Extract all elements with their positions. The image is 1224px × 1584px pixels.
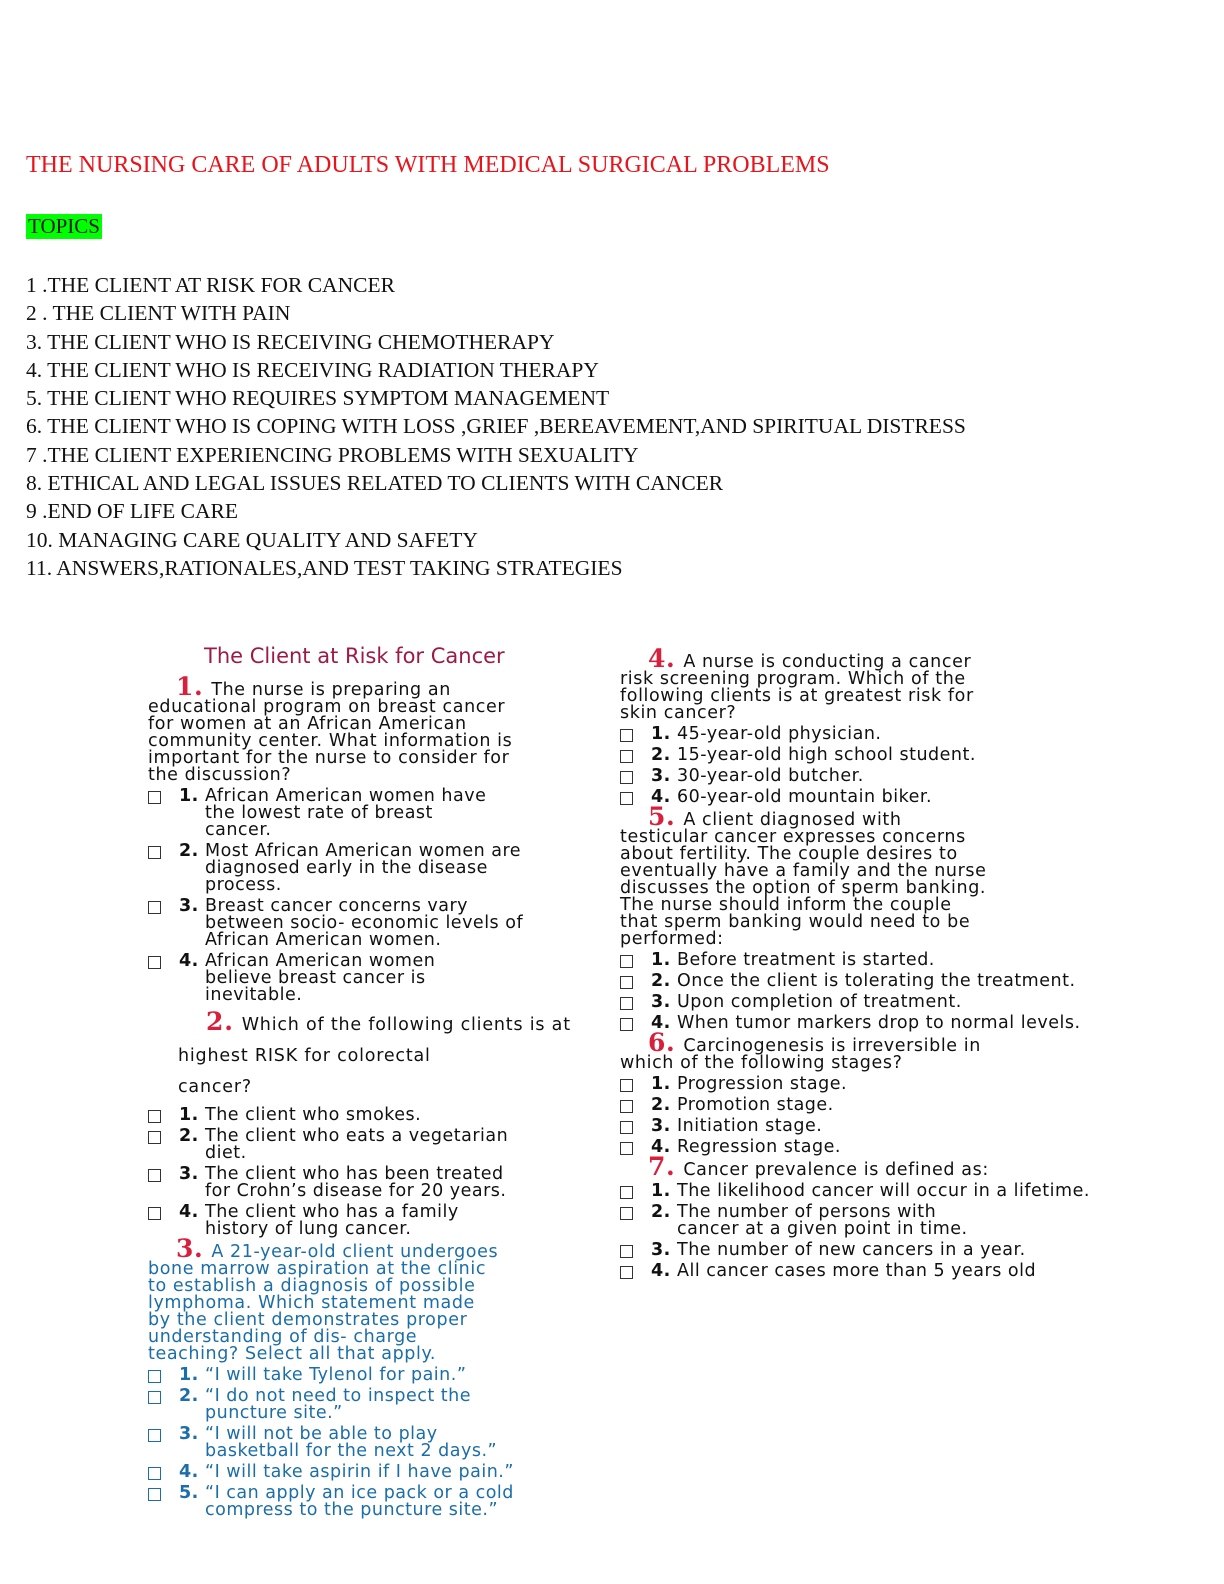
answer-option[interactable] — [148, 898, 598, 949]
option-number: 3. — [179, 1424, 199, 1444]
stem-first-line — [648, 802, 902, 831]
option-line: cancer. — [205, 820, 272, 840]
answer-option[interactable] — [148, 1367, 598, 1384]
option-text — [205, 1166, 598, 1200]
stem-line: the discussion? — [148, 765, 292, 785]
stem-text: Cancer prevalence is defined as: — [683, 1160, 989, 1180]
option-number: 1. — [651, 1074, 671, 1094]
option-line: 60-year-old mountain biker. — [677, 787, 933, 807]
checkbox-icon[interactable] — [148, 1370, 161, 1383]
stem-first-line — [648, 644, 972, 673]
stem-line: highest RISK for colorectal — [178, 1046, 431, 1066]
stem-line: to establish a diagnosis of possible — [148, 1276, 476, 1296]
stem-line: which of the following stages? — [620, 1053, 903, 1073]
option-line: The number of persons with — [677, 1202, 937, 1222]
topic-item: 3. THE CLIENT WHO IS RECEIVING CHEMOTHERAPY — [26, 329, 555, 354]
topic-item: 5. THE CLIENT WHO REQUIRES SYMPTOM MANAGEMENT — [26, 386, 610, 411]
answer-option[interactable] — [148, 788, 598, 839]
topic-item: 8. ETHICAL AND LEGAL ISSUES RELATED TO CLIENTS WITH CANCER — [26, 471, 724, 496]
stem-line: cancer? — [178, 1077, 252, 1097]
question — [148, 1234, 598, 1520]
checkbox-icon[interactable] — [148, 1488, 161, 1501]
topic-item: 9 .END OF LIFE CARE — [26, 499, 239, 524]
option-text — [205, 1204, 598, 1238]
stem-text: Which of the following clients is at — [241, 1015, 571, 1035]
stem-line: teaching? Select all that apply. — [148, 1344, 437, 1364]
answer-option[interactable] — [148, 1464, 598, 1481]
stem-first-line — [176, 672, 451, 701]
checkbox-icon[interactable] — [148, 791, 161, 804]
option-text — [205, 1107, 598, 1124]
option-number: 2. — [179, 1386, 199, 1406]
option-text — [677, 1263, 1200, 1280]
stem-line: by the client demonstrates proper — [148, 1310, 468, 1330]
topic-item: 6. THE CLIENT WHO IS COPING WITH LOSS ,GRIEF ,BEREAVEMENT,AND SPIRITUAL DISTRESS — [26, 414, 966, 439]
option-text — [677, 768, 1200, 785]
stem-line — [620, 644, 1200, 673]
option-number: 3. — [651, 1240, 671, 1260]
question-number: 2. — [206, 1007, 234, 1036]
option-text — [205, 898, 598, 949]
option-line: Breast cancer concerns vary — [205, 896, 469, 916]
option-line: inevitable. — [205, 985, 303, 1005]
option-number: 4. — [179, 1462, 199, 1482]
answer-option[interactable] — [148, 843, 598, 894]
option-text — [677, 1015, 1200, 1032]
topic-item: 2 . THE CLIENT WITH PAIN — [26, 301, 291, 326]
option-line: 45-year-old physician. — [677, 724, 882, 744]
option-line: Upon completion of treatment. — [677, 992, 962, 1012]
option-line: The client who eats a vegetarian — [205, 1126, 509, 1146]
answer-option[interactable] — [620, 768, 1200, 785]
option-number: 2. — [651, 745, 671, 765]
option-line: Once the client is tolerating the treatment. — [677, 971, 1076, 991]
option-text — [205, 1464, 598, 1481]
checkbox-icon[interactable] — [148, 901, 161, 914]
checkbox-icon[interactable] — [620, 1245, 633, 1258]
checkbox-icon[interactable] — [620, 1142, 633, 1155]
option-line: 30-year-old butcher. — [677, 766, 864, 786]
option-number: 2. — [651, 1202, 671, 1222]
option-line: between socio- economic levels of — [205, 913, 524, 933]
option-line: When tumor markers drop to normal levels. — [677, 1013, 1081, 1033]
option-text — [677, 1076, 1200, 1093]
stem-text: A client diagnosed with — [683, 810, 902, 830]
option-line: Initiation stage. — [677, 1116, 823, 1136]
topic-item: 11. ANSWERS,RATIONALES,AND TEST TAKING STRATEGIES — [26, 555, 623, 580]
answer-option[interactable] — [148, 1204, 598, 1238]
stem-first-line — [176, 1234, 499, 1263]
option-text — [677, 789, 1200, 806]
stem-first-line — [206, 1006, 571, 1041]
question — [148, 672, 598, 1005]
option-number: 1. — [179, 1365, 199, 1385]
stem-first-line — [648, 1152, 989, 1181]
questions-right — [620, 644, 1200, 1281]
option-line: believe breast cancer is — [205, 968, 426, 988]
question — [148, 1006, 598, 1238]
answer-option[interactable] — [620, 1263, 1200, 1280]
option-text — [205, 953, 598, 1004]
option-line: The number of new cancers in a year. — [677, 1240, 1026, 1260]
answer-option[interactable] — [148, 1166, 598, 1200]
option-number: 4. — [179, 1202, 199, 1222]
question-stem — [148, 1006, 598, 1103]
option-text — [677, 1242, 1200, 1259]
right-column — [620, 644, 1200, 1282]
option-line: “I will take Tylenol for pain.” — [205, 1365, 467, 1385]
question — [620, 1028, 1200, 1157]
option-line: history of lung cancer. — [205, 1219, 412, 1239]
option-line: African American women — [205, 951, 436, 971]
option-line: process. — [205, 875, 282, 895]
option-line: The client who has been treated — [205, 1164, 504, 1184]
left-column — [148, 644, 598, 1521]
option-line: 15-year-old high school student. — [677, 745, 976, 765]
option-line: for Crohn’s disease for 20 years. — [205, 1181, 507, 1201]
topic-item: 1 .THE CLIENT AT RISK FOR CANCER — [26, 273, 395, 297]
option-number: 3. — [651, 766, 671, 786]
stem-line: important for the nurse to consider for — [148, 748, 510, 768]
option-line: The client who smokes. — [205, 1105, 422, 1125]
stem-text: A 21-year-old client undergoes — [211, 1242, 499, 1262]
option-text — [205, 1367, 598, 1384]
option-text — [205, 1388, 598, 1422]
stem-line: discusses the option of sperm banking. — [620, 878, 987, 898]
question-number: 1. — [176, 672, 204, 701]
answer-option[interactable] — [620, 1204, 1200, 1238]
option-line: African American women have — [205, 786, 487, 806]
question-number: 7. — [648, 1152, 676, 1181]
stem-line: bone marrow aspiration at the clinic — [148, 1259, 487, 1279]
stem-line: lymphoma. Which statement made — [148, 1293, 475, 1313]
option-number: 4. — [651, 1137, 671, 1157]
answer-option[interactable] — [620, 973, 1200, 990]
option-number: 1. — [179, 786, 199, 806]
answer-option[interactable] — [148, 1485, 598, 1519]
question — [620, 1152, 1200, 1281]
answer-option[interactable] — [620, 1097, 1200, 1114]
answer-option[interactable] — [620, 1242, 1200, 1259]
option-number: 2. — [651, 971, 671, 991]
option-line: Progression stage. — [677, 1074, 848, 1094]
stem-text: The nurse is preparing an — [211, 680, 451, 700]
answer-option[interactable] — [148, 1107, 598, 1124]
option-text — [677, 1183, 1200, 1200]
option-number: 3. — [651, 1116, 671, 1136]
stem-line: performed: — [620, 929, 724, 949]
question — [620, 802, 1200, 1033]
option-text — [205, 843, 598, 894]
option-line: African American women. — [205, 930, 442, 950]
option-number: 5. — [179, 1483, 199, 1503]
checkbox-icon[interactable] — [148, 956, 161, 969]
answer-option[interactable] — [620, 726, 1200, 743]
option-text — [205, 1128, 598, 1162]
checkbox-icon[interactable] — [148, 1429, 161, 1442]
option-text — [677, 994, 1200, 1011]
answer-option[interactable] — [620, 952, 1200, 969]
answer-option[interactable] — [620, 1183, 1200, 1200]
question-stem — [148, 672, 598, 785]
option-text — [205, 1426, 598, 1460]
checkbox-icon[interactable] — [620, 1266, 633, 1279]
checkbox-icon[interactable] — [620, 750, 633, 763]
option-number: 4. — [651, 1013, 671, 1033]
option-line: “I will take aspirin if I have pain.” — [205, 1462, 514, 1482]
answer-option[interactable] — [148, 1128, 598, 1162]
checkbox-icon[interactable] — [620, 1186, 633, 1199]
option-number: 1. — [179, 1105, 199, 1125]
stem-line: The nurse should inform the couple — [620, 895, 952, 915]
answer-option[interactable] — [148, 1426, 598, 1460]
stem-line: risk screening program. Which of the — [620, 669, 966, 689]
option-text — [677, 973, 1200, 990]
option-line: The client who has a family — [205, 1202, 459, 1222]
checkbox-icon[interactable] — [620, 976, 633, 989]
option-text — [677, 1139, 1200, 1156]
option-number: 1. — [651, 1181, 671, 1201]
checkbox-icon[interactable] — [148, 1207, 161, 1220]
answer-option[interactable] — [148, 1388, 598, 1422]
checkbox-icon[interactable] — [620, 729, 633, 742]
answer-option[interactable] — [620, 747, 1200, 764]
question-number: 3. — [176, 1234, 204, 1263]
question-stem — [148, 1234, 598, 1364]
stem-line — [620, 1152, 1200, 1181]
option-line: Most African American women are — [205, 841, 522, 861]
stem-text: Carcinogenesis is irreversible in — [683, 1036, 981, 1056]
checkbox-icon[interactable] — [620, 1018, 633, 1031]
checkbox-icon[interactable] — [620, 997, 633, 1010]
questions-left — [148, 672, 598, 1520]
checkbox-icon[interactable] — [148, 846, 161, 859]
option-number: 3. — [179, 1164, 199, 1184]
checkbox-icon[interactable] — [148, 1467, 161, 1480]
option-line: compress to the puncture site.” — [205, 1500, 499, 1520]
option-line: All cancer cases more than 5 years old — [677, 1261, 1037, 1281]
stem-line: understanding of dis- charge — [148, 1327, 418, 1347]
checkbox-icon[interactable] — [148, 1131, 161, 1144]
checkbox-icon[interactable] — [620, 1100, 633, 1113]
stem-line: following clients is at greatest risk for — [620, 686, 974, 706]
option-line: puncture site.” — [205, 1403, 343, 1423]
answer-option[interactable] — [620, 994, 1200, 1011]
question-number: 4. — [648, 644, 676, 673]
option-number: 2. — [179, 1126, 199, 1146]
answer-option[interactable] — [148, 953, 598, 1004]
option-text — [205, 788, 598, 839]
stem-line: educational program on breast cancer — [148, 697, 506, 717]
question-stem — [620, 1152, 1200, 1181]
stem-line — [148, 1234, 598, 1263]
stem-line: eventually have a family and the nurse — [620, 861, 987, 881]
option-number: 4. — [651, 1261, 671, 1281]
stem-line — [148, 672, 598, 701]
checkbox-icon[interactable] — [148, 1391, 161, 1404]
option-text — [205, 1485, 598, 1519]
option-number: 3. — [651, 992, 671, 1012]
stem-line — [620, 802, 1200, 831]
option-text — [677, 726, 1200, 743]
stem-line: skin cancer? — [620, 703, 737, 723]
answer-option[interactable] — [620, 1015, 1200, 1032]
stem-line: that sperm banking would need to be — [620, 912, 971, 932]
checkbox-icon[interactable] — [620, 955, 633, 968]
checkbox-icon[interactable] — [620, 771, 633, 784]
stem-text: A nurse is conducting a cancer — [683, 652, 972, 672]
option-text — [677, 1204, 1200, 1238]
question-stem — [620, 644, 1200, 723]
option-line: “I do not need to inspect the — [205, 1386, 472, 1406]
question-number: 5. — [648, 802, 676, 831]
stem-line: about fertility. The couple desires to — [620, 844, 958, 864]
option-number: 3. — [179, 896, 199, 916]
checkbox-icon[interactable] — [148, 1169, 161, 1182]
checkbox-icon[interactable] — [620, 1079, 633, 1092]
option-line: basketball for the next 2 days.” — [205, 1441, 498, 1461]
option-line: diagnosed early in the disease — [205, 858, 488, 878]
option-text — [677, 1097, 1200, 1114]
topic-item: 7 .THE CLIENT EXPERIENCING PROBLEMS WITH SEXUALITY — [26, 442, 639, 467]
topics-list — [26, 271, 966, 582]
option-number: 1. — [651, 950, 671, 970]
option-number: 4. — [651, 787, 671, 807]
stem-line — [178, 1006, 598, 1041]
option-text — [677, 1118, 1200, 1135]
checkbox-icon[interactable] — [620, 792, 633, 805]
stem-line: community center. What information is — [148, 731, 513, 751]
question-number: 6. — [648, 1028, 676, 1057]
option-line: The likelihood cancer will occur in a lifetime. — [677, 1181, 1090, 1201]
option-text — [677, 952, 1200, 969]
topics-label: TOPICS — [28, 214, 100, 238]
checkbox-icon[interactable] — [148, 1110, 161, 1123]
option-number: 1. — [651, 724, 671, 744]
stem-first-line — [648, 1028, 981, 1057]
question-stem — [620, 1028, 1200, 1073]
answer-option[interactable] — [620, 1139, 1200, 1156]
option-number: 4. — [179, 951, 199, 971]
stem-line: testicular cancer expresses concerns — [620, 827, 966, 847]
option-number: 2. — [651, 1095, 671, 1115]
document-title: THE NURSING CARE OF ADULTS WITH MEDICAL SURGICAL PROBLEMS — [26, 152, 830, 178]
question — [620, 644, 1200, 807]
checkbox-icon[interactable] — [620, 1121, 633, 1134]
topic-item: 10. MANAGING CARE QUALITY AND SAFETY — [26, 527, 478, 552]
option-line: Promotion stage. — [677, 1095, 834, 1115]
option-number: 2. — [179, 841, 199, 861]
question-stem — [620, 802, 1200, 949]
answer-option[interactable] — [620, 1118, 1200, 1135]
option-line: Regression stage. — [677, 1137, 841, 1157]
option-line: cancer at a given point in time. — [677, 1219, 968, 1239]
topic-item: 4. THE CLIENT WHO IS RECEIVING RADIATION THERAPY — [26, 357, 599, 382]
option-line: the lowest rate of breast — [205, 803, 433, 823]
section-heading: The Client at Risk for Cancer — [204, 644, 505, 668]
option-line: Before treatment is started. — [677, 950, 935, 970]
option-line: diet. — [205, 1143, 247, 1163]
option-line: “I will not be able to play — [205, 1424, 438, 1444]
stem-line: for women at an African American — [148, 714, 467, 734]
stem-line — [620, 1028, 1200, 1057]
option-text — [677, 747, 1200, 764]
answer-option[interactable] — [620, 789, 1200, 806]
answer-option[interactable] — [620, 1076, 1200, 1093]
checkbox-icon[interactable] — [620, 1207, 633, 1220]
option-line: “I can apply an ice pack or a cold — [205, 1483, 514, 1503]
